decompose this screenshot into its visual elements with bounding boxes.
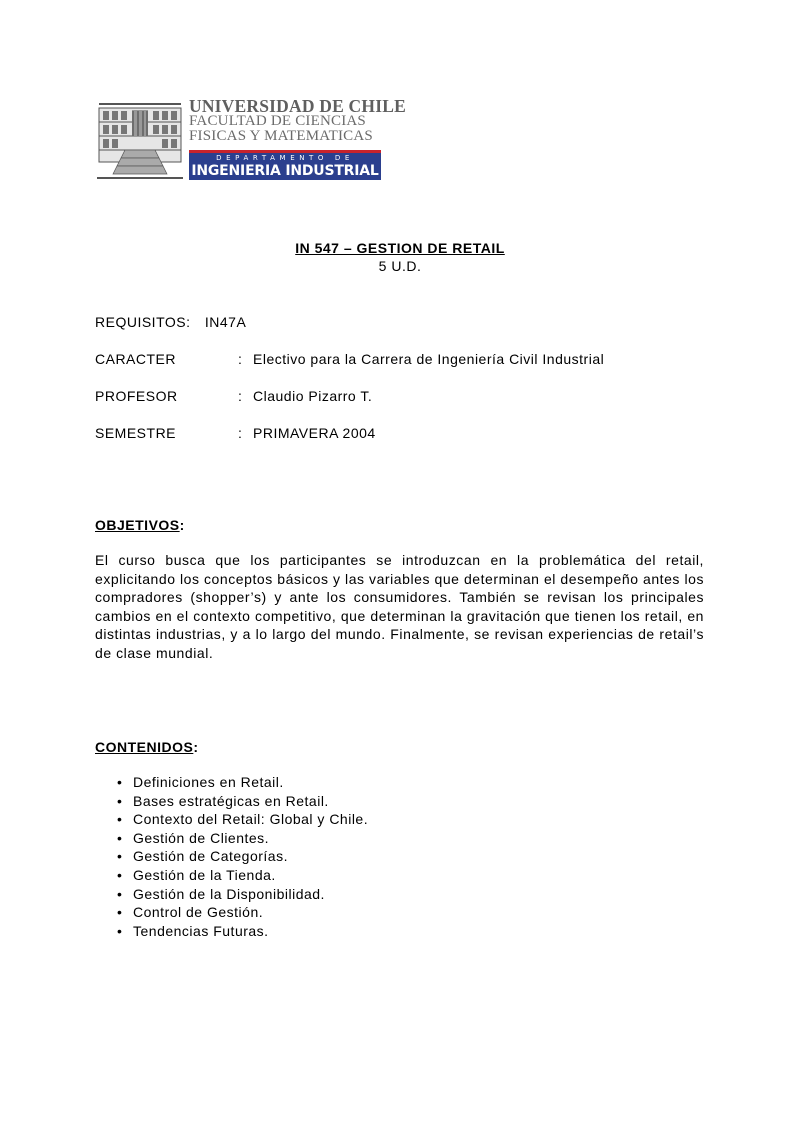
- bullet-icon: •: [117, 866, 123, 883]
- requisitos-label: REQUISITOS:: [95, 314, 191, 330]
- contenidos-list: [115, 773, 368, 940]
- logo-faculty-line1: FACULTAD DE CIENCIAS: [189, 113, 366, 129]
- semestre-separator: :: [238, 425, 243, 441]
- semestre-label: SEMESTRE: [95, 425, 177, 441]
- requisitos-value: IN47A: [204, 314, 247, 330]
- list-item: • Gestión de la Disponibilidad.: [117, 885, 325, 902]
- objetivos-heading-colon: :: [179, 517, 185, 533]
- caracter-value: Electivo para la Carrera de Ingeniería Civil Industrial: [253, 351, 605, 367]
- list-item: • Gestión de Clientes.: [117, 829, 270, 846]
- logo-faculty-line2: FISICAS Y MATEMATICAS: [189, 128, 373, 144]
- objetivos-heading: [95, 516, 185, 534]
- logo-university-name: UNIVERSIDAD DE CHILE: [189, 96, 406, 116]
- bullet-icon: •: [117, 922, 123, 939]
- contenidos-heading-colon: :: [193, 739, 199, 755]
- info-row-semestre: [95, 424, 376, 442]
- list-item: • Gestión de Categorías.: [117, 848, 288, 865]
- profesor-label: PROFESOR: [95, 388, 178, 404]
- contenidos-heading-text: CONTENIDOS: [95, 739, 194, 755]
- profesor-value: Claudio Pizarro T.: [253, 388, 373, 404]
- list-item: • Bases estratégicas en Retail.: [117, 792, 329, 809]
- bullet-icon: •: [117, 811, 123, 828]
- university-logo: [97, 96, 406, 182]
- bullet-icon: •: [117, 792, 123, 809]
- objetivos-heading-text: OBJETIVOS: [95, 517, 180, 533]
- university-building-icon: [97, 98, 183, 180]
- logo-department-label: DEPARTAMENTO DE: [216, 154, 354, 162]
- course-units: 5 U.D.: [378, 258, 422, 274]
- contenidos-heading: [95, 738, 199, 756]
- info-row-profesor: [95, 387, 373, 405]
- caracter-label: CARACTER: [95, 351, 177, 367]
- list-item: • Definiciones en Retail.: [117, 774, 284, 790]
- info-row-caracter: [95, 350, 605, 368]
- logo-department-name: INGENIERIA INDUSTRIAL: [191, 163, 379, 179]
- semestre-value: PRIMAVERA 2004: [253, 425, 376, 441]
- bullet-icon: •: [117, 885, 123, 902]
- profesor-separator: :: [238, 388, 243, 404]
- info-row-requisitos: [95, 313, 246, 331]
- list-item: • Control de Gestión.: [117, 904, 264, 921]
- course-title: IN 547 – GESTION DE RETAIL: [295, 240, 505, 256]
- course-title-block: [0, 239, 800, 275]
- logo-department-band: [189, 150, 381, 180]
- caracter-separator: :: [238, 351, 243, 367]
- list-item: • Gestión de la Tienda.: [117, 866, 276, 883]
- bullet-icon: •: [117, 904, 123, 921]
- objetivos-paragraph: El curso busca que los participantes se introduzcan en la problemática del retail, explicitando los conceptos básicos y las variables que determinan el desempeño antes los compradores (shopper’s) y ante los consumidores. También se revisan los principales cambios en el contexto competitivo, que determinan la gravitación que tienen los retail, en distintas industrias, y a lo largo del mundo. Finalmente, se revisan experiencias de retail’s de clase mundial.: [95, 552, 704, 661]
- list-item: • Tendencias Futuras.: [117, 922, 269, 939]
- bullet-icon: •: [117, 829, 123, 846]
- list-item: • Contexto del Retail: Global y Chile.: [117, 811, 369, 828]
- bullet-icon: •: [117, 848, 123, 865]
- bullet-icon: •: [117, 774, 123, 790]
